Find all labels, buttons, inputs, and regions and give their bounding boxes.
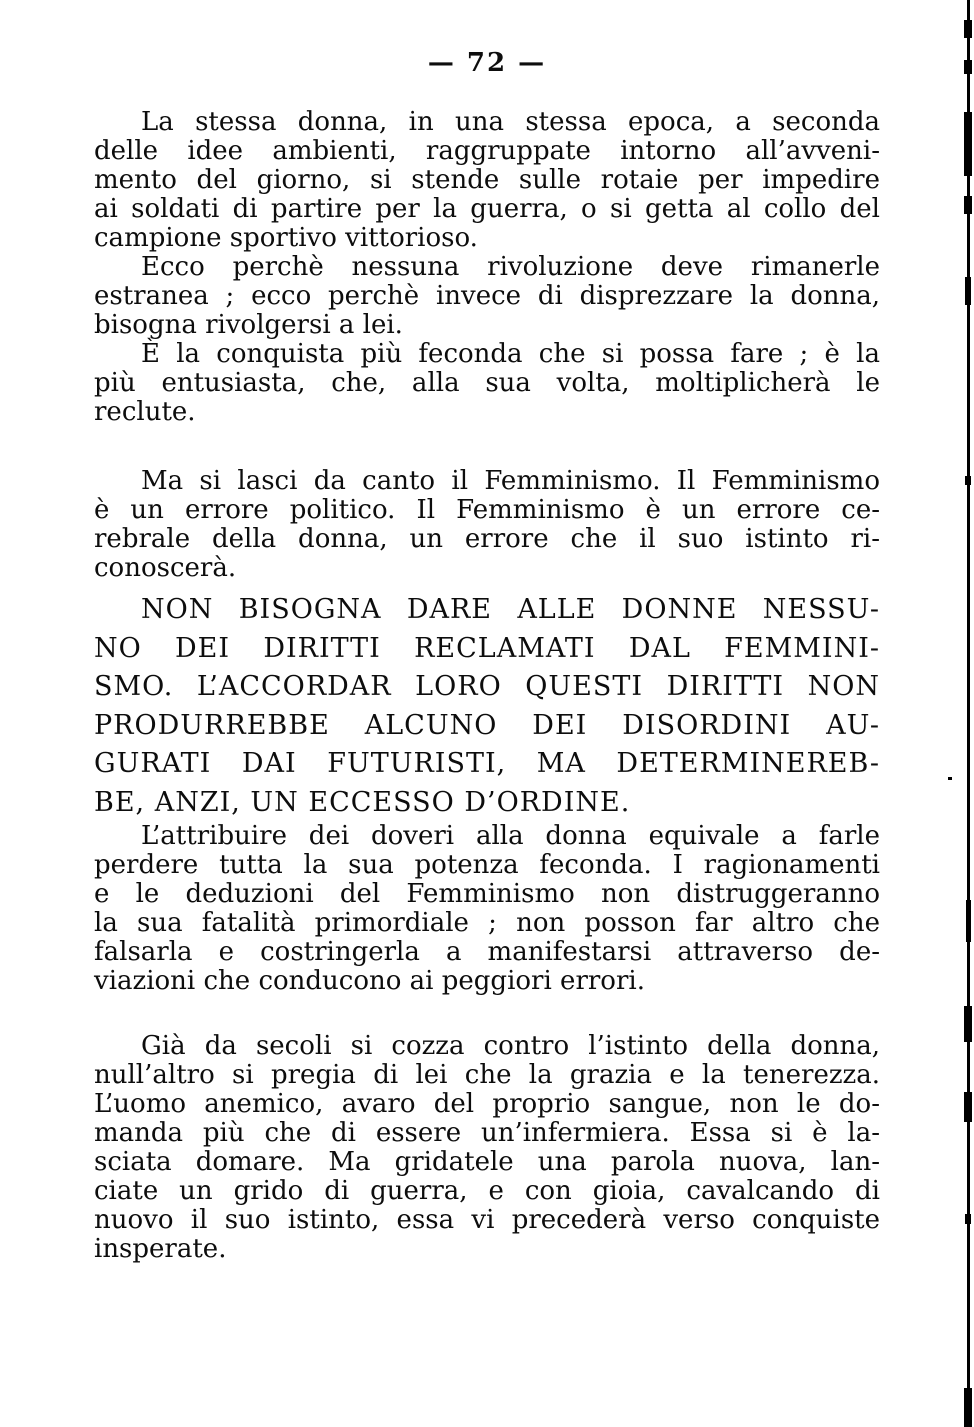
text-line: falsarla e costringerla a manifestarsi attraverso de- xyxy=(94,937,880,967)
text-line: Già da secoli si cozza contro l’istinto della donna, xyxy=(141,1031,880,1061)
paragraph xyxy=(94,340,880,427)
paragraph-emphasis-caps xyxy=(94,591,880,822)
scan-edge-artifact xyxy=(964,1388,972,1427)
text-line: BE, ANZI, UN ECCESSO D’ORDINE. xyxy=(94,786,631,818)
text-line: sciata domare. Ma gridatele una parola nuova, lan- xyxy=(94,1147,880,1177)
text-line: La stessa donna, in una stessa epoca, a seconda xyxy=(141,107,880,137)
scan-edge-artifact xyxy=(964,1092,972,1122)
scan-edge-artifact xyxy=(965,277,971,305)
text-line: conoscerà. xyxy=(94,553,237,583)
text-line: ciate un grido di guerra, e con gioia, cavalcando di xyxy=(94,1176,880,1206)
scan-edge-artifact xyxy=(964,60,972,74)
text-line: più entusiasta, che, alla sua volta, moltiplicherà le xyxy=(94,368,880,398)
scan-edge-artifact xyxy=(965,476,971,485)
text-line: la sua fatalità primordiale ; non posson far altro che xyxy=(94,908,880,938)
text-line: manda più che di essere un’infermiera. Essa si è la- xyxy=(94,1118,880,1148)
text-line: è un errore politico. Il Femminismo è un errore ce- xyxy=(94,495,880,525)
scan-edge-artifact xyxy=(966,900,971,942)
scan-edge-artifact xyxy=(964,1006,972,1042)
text-line: perdere tutta la sua potenza feconda. I ragionamenti xyxy=(94,850,880,880)
scan-speck-artifact xyxy=(948,777,952,780)
text-line: delle idee ambienti, raggruppate intorno all’avveni- xyxy=(94,136,880,166)
page-number: — 72 — xyxy=(427,48,547,78)
text-line: mento del giorno, si stende sulle rotaie per impedire xyxy=(94,165,880,195)
text-line: campione sportivo vittorioso. xyxy=(94,223,478,253)
scan-edge-artifact xyxy=(964,20,972,38)
text-line: L’uomo anemico, avaro del proprio sangue, non le do- xyxy=(94,1089,880,1119)
text-line: e le deduzioni del Femminismo non distruggeranno xyxy=(94,879,880,909)
paragraph xyxy=(94,108,880,253)
text-line: nuovo il suo istinto, essa vi precederà verso conquiste xyxy=(94,1205,880,1235)
text-line: insperate. xyxy=(94,1234,227,1264)
text-line: estranea ; ecco perchè invece di disprezzare la donna, xyxy=(94,281,880,311)
paragraph xyxy=(94,253,880,340)
paragraph xyxy=(94,822,880,996)
text-line: Ecco perchè nessuna rivoluzione deve rimanerle xyxy=(141,252,880,282)
text-line: null’altro si pregia di lei che la grazia e la tenerezza. xyxy=(94,1060,880,1090)
scan-edge-artifact xyxy=(965,1214,971,1224)
text-line: bisogna rivolgersi a lei. xyxy=(94,310,403,340)
scan-edge-artifact xyxy=(967,0,970,1427)
text-line: SMO. L’ACCORDAR LORO QUESTI DIRITTI NON xyxy=(94,671,880,702)
text-line: reclute. xyxy=(94,397,196,427)
text-line: L’attribuire dei doveri alla donna equivale a farle xyxy=(141,821,880,851)
text-line: NO DEI DIRITTI RECLAMATI DAL FEMMINI- xyxy=(94,632,880,664)
text-line: rebrale della donna, un errore che il suo istinto ri- xyxy=(94,524,880,554)
paragraph xyxy=(94,467,880,583)
scan-edge-artifact xyxy=(964,196,972,214)
scan-edge-artifact xyxy=(964,112,972,176)
text-line: PRODURREBBE ALCUNO DEI DISORDINI AU- xyxy=(94,709,880,741)
text-line: Ma si lasci da canto il Femminismo. Il Femminismo xyxy=(141,466,880,496)
text-line: NON BISOGNA DARE ALLE DONNE NESSU- xyxy=(141,594,880,625)
text-line: È la conquista più feconda che si possa fare ; è la xyxy=(141,339,880,369)
text-line: GURATI DAI FUTURISTI, MA DETERMINEREB- xyxy=(94,748,880,779)
paragraph xyxy=(94,1032,880,1264)
text-column xyxy=(94,0,880,1264)
text-line: viazioni che conducono ai peggiori errori. xyxy=(94,966,645,996)
body-text xyxy=(94,108,880,1264)
text-line: ai soldati di partire per la guerra, o si getta al collo del xyxy=(94,194,880,224)
